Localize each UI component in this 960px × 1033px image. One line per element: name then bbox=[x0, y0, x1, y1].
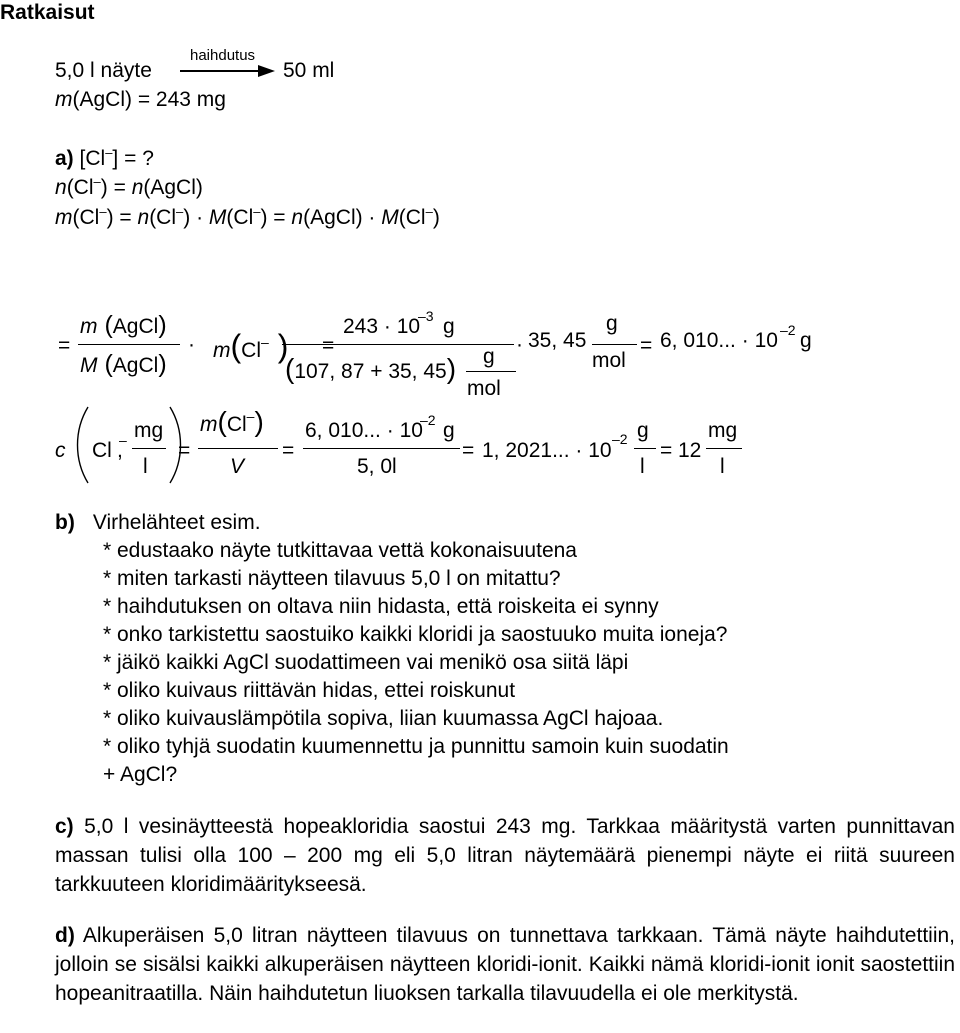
unit-g: g bbox=[800, 329, 812, 352]
part-a-heading: a) [Cl–] = ? bbox=[55, 145, 154, 170]
volume-symbol: V bbox=[230, 455, 245, 478]
page-title: Ratkaisut bbox=[0, 1, 95, 24]
unit-g: g bbox=[637, 419, 649, 442]
multiply-dot: · bbox=[516, 333, 523, 356]
frac2-numerator: 6, 010... · 10 bbox=[305, 419, 423, 442]
final-value: 12 bbox=[678, 439, 702, 462]
equals-sign: = bbox=[660, 439, 673, 462]
list-item: * oliko kuivaus riittävän hidas, ettei roiskunut bbox=[103, 679, 516, 702]
equals-sign: = bbox=[58, 334, 71, 357]
given-mass: m(AgCl) = 243 mg bbox=[55, 88, 226, 111]
concentration-symbol: c bbox=[55, 439, 66, 462]
given-evaporated-volume: 50 ml bbox=[283, 59, 335, 82]
comma: , bbox=[117, 439, 123, 462]
volume-value: 5, 0l bbox=[357, 455, 397, 478]
num-243: 243 · 10 bbox=[343, 315, 421, 338]
multiply-dot: · bbox=[188, 333, 195, 356]
unit-l: l bbox=[640, 455, 645, 478]
equals-sign: = bbox=[282, 439, 295, 462]
denominator-sum: (107, 87 + 35, 45) bbox=[285, 353, 457, 384]
unit-l: l bbox=[720, 455, 725, 478]
frac1-denominator: M (AgCl) bbox=[80, 350, 167, 378]
exponent: –2 bbox=[420, 412, 436, 428]
fraction-bar bbox=[592, 344, 637, 345]
fraction-bar bbox=[132, 448, 166, 449]
part-a-line-2: n(Cl–) = n(AgCl) bbox=[55, 174, 203, 199]
given-sample-volume: 5,0 l näyte bbox=[55, 59, 152, 82]
unit-g: g bbox=[606, 312, 618, 335]
list-item: + AgCl? bbox=[103, 763, 178, 786]
list-item: * edustaako näyte tutkittavaa vettä kokonaisuutena bbox=[103, 539, 577, 562]
right-arrow-icon bbox=[180, 64, 275, 78]
part-b-heading: b) Virhelähteet esim. bbox=[55, 511, 261, 534]
list-item: * haihdutuksen on oltava niin hidasta, että roiskeita ei synny bbox=[103, 595, 659, 618]
chloride: Cl bbox=[92, 439, 112, 462]
m-cl-term: m(Cl– ) bbox=[213, 328, 289, 364]
equals-sign: = bbox=[640, 334, 653, 357]
equals-sign: = bbox=[322, 334, 335, 357]
unit-mol: mol bbox=[467, 377, 501, 400]
unit-mg: mg bbox=[134, 419, 164, 442]
equals-sign: = bbox=[178, 439, 191, 462]
list-item: * onko tarkistettu saostuiko kaikki kloridi ja saostuuko muita ioneja? bbox=[103, 623, 728, 646]
fraction-bar bbox=[78, 344, 180, 345]
list-item: * jäikö kaikki AgCl suodattimeen vai menikö osa siitä läpi bbox=[103, 651, 629, 674]
result-mass: 6, 010... · 10 bbox=[660, 329, 778, 352]
unit-g: g bbox=[443, 419, 455, 442]
unit-l: l bbox=[143, 455, 148, 478]
unit-g: g bbox=[483, 345, 495, 368]
part-c-paragraph: c) 5,0 l vesinäytteestä hopeakloridia saostui 243 mg. Tarkkaa määritystä varten punnittavan massan tulisi olla 100 – 200 mg eli 5,0 litran näytemäärä pienempi näyte ei riitä suureen tarkkuuteen kloridimääritykseesä. bbox=[55, 815, 955, 896]
fraction-bar bbox=[282, 344, 514, 345]
unit-mol: mol bbox=[592, 349, 626, 372]
left-paren bbox=[72, 405, 92, 485]
part-a-line-3: m(Cl–) = n(Cl–) · M(Cl–) = n(AgCl) · M(Cl–) bbox=[55, 204, 440, 229]
arrow-label: haihdutus bbox=[190, 47, 256, 64]
part-d-paragraph: d) Alkuperäisen 5,0 litran näytteen tilavuus on tunnettava tarkkaan. Tämä näyte haihdutettiin, jolloin se sisälsi kaikki alkuperäisen näytteen kloridi-ionit. Kaikki nämä kloridi-ionit ionit saostettiin hopeanitraatilla. Näin haihdutetun liuoksen tarkalla tilavuudella ei ole merkitystä. bbox=[55, 924, 955, 1005]
exponent: –2 bbox=[780, 322, 796, 338]
fraction-bar bbox=[198, 448, 278, 449]
exponent: –2 bbox=[612, 431, 628, 447]
exponent: –3 bbox=[418, 308, 434, 324]
frac-numerator: m(Cl–) bbox=[200, 406, 264, 437]
charge: – bbox=[119, 432, 127, 448]
fraction-bar bbox=[706, 448, 742, 449]
fraction-bar bbox=[303, 448, 460, 449]
list-item: * oliko kuivauslämpötila sopiva, liian kuumassa AgCl hajoaa. bbox=[103, 707, 664, 730]
molar-mass-cl: 35, 45 bbox=[528, 329, 587, 352]
fraction-bar bbox=[466, 371, 516, 372]
frac1-numerator: m (AgCl) bbox=[80, 311, 167, 339]
unit-g: g bbox=[443, 315, 455, 338]
list-item: * miten tarkasti näytteen tilavuus 5,0 l on mitattu? bbox=[103, 567, 561, 590]
equals-sign: = bbox=[462, 439, 475, 462]
fraction-bar bbox=[634, 448, 656, 449]
unit-mg: mg bbox=[708, 419, 738, 442]
list-item: * oliko tyhjä suodatin kuumennettu ja punnittu samoin kuin suodatin bbox=[103, 735, 729, 758]
result-conc: 1, 2021... · 10 bbox=[482, 439, 612, 462]
